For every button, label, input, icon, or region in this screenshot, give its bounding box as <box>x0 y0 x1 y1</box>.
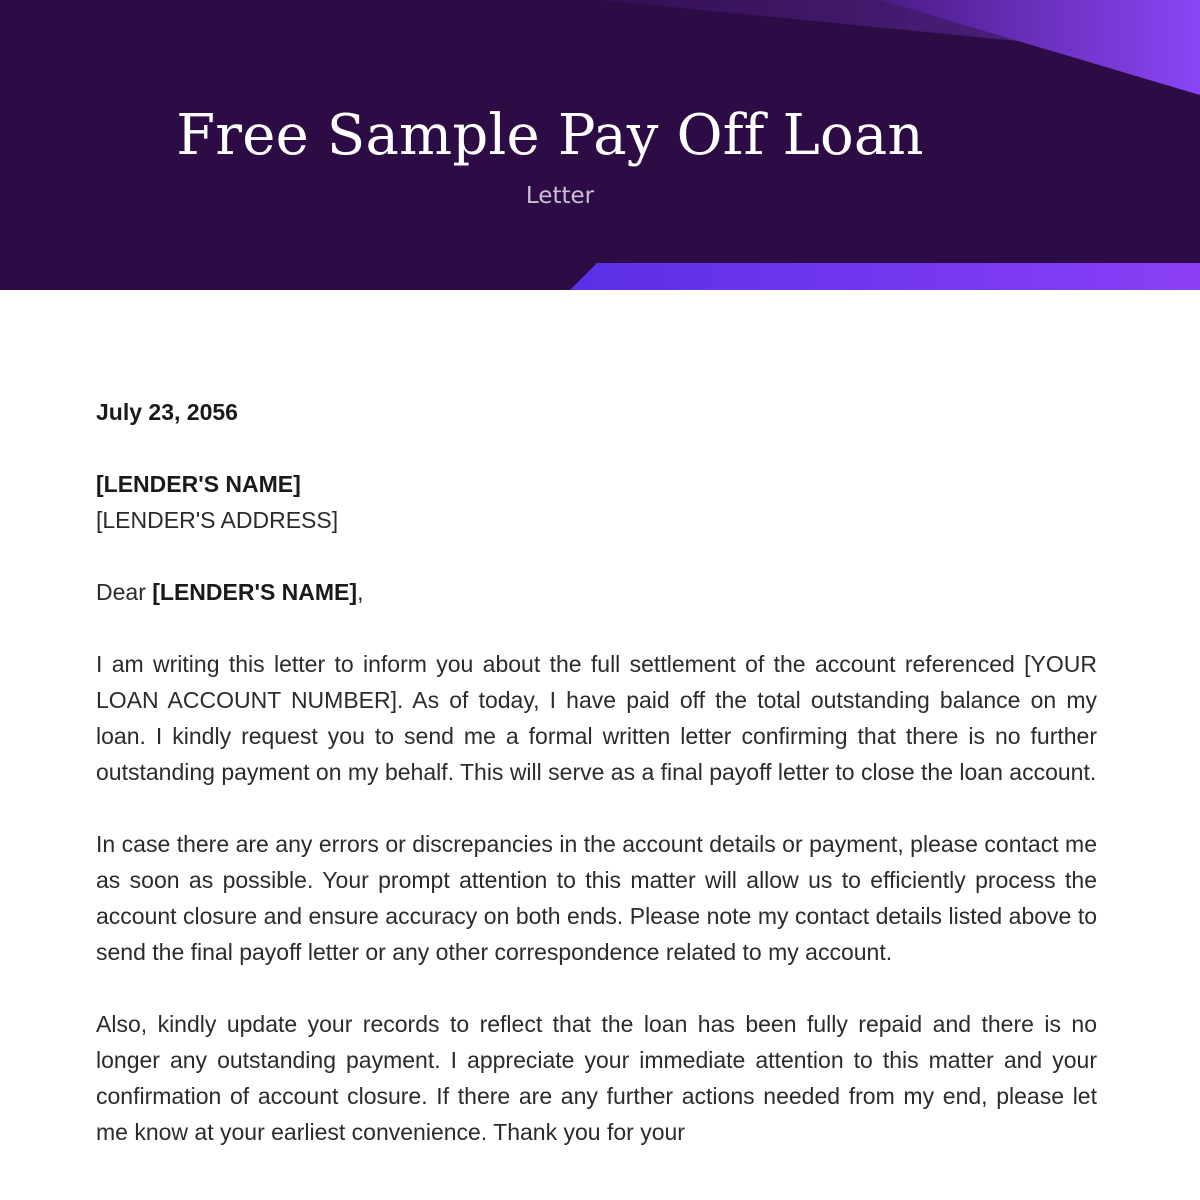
salutation-prefix: Dear <box>96 579 153 605</box>
page-title: Free Sample Pay Off Loan <box>176 103 924 168</box>
paragraph-1: I am writing this letter to inform you about the full settlement of the account referenced [YOUR LOAN ACCOUNT NUMBER]. As of today, I have paid off the total outstanding balance on my loan. I kindly request you to send me a formal written letter confirming that there is no further outstanding payment on my behalf. This will serve as a final payoff letter to close the loan account. <box>96 651 1097 785</box>
salutation <box>96 574 1097 610</box>
salutation-name: [LENDER'S NAME] <box>152 579 358 605</box>
letter-date: July 23, 2056 <box>96 399 238 425</box>
bottom-accent-band <box>570 263 1200 290</box>
page-subtitle: Letter <box>525 183 595 209</box>
recipient-name: [LENDER'S NAME] <box>96 471 301 497</box>
recipient-address: [LENDER'S ADDRESS] <box>96 507 339 533</box>
salutation-suffix: , <box>357 579 364 605</box>
paragraph-3: Also, kindly update your records to reflect that the loan has been fully repaid and there is no longer any outstanding payment. I appreciate your immediate attention to this matter and your confirmation of account closure. If there are any further actions needed from my end, please let me know at your earliest convenience. Thank you for your <box>96 1011 1097 1145</box>
top-right-shard-front <box>880 0 1200 95</box>
letter-body <box>96 394 1097 1150</box>
paragraph-2: In case there are any errors or discrepancies in the account details or payment, please contact me as soon as possible. Your prompt attention to this matter will allow us to efficiently process the account closure and ensure accuracy on both ends. Please note my contact details listed above to send the final payoff letter or any other correspondence related to my account. <box>96 831 1097 965</box>
header-banner <box>0 0 1200 290</box>
